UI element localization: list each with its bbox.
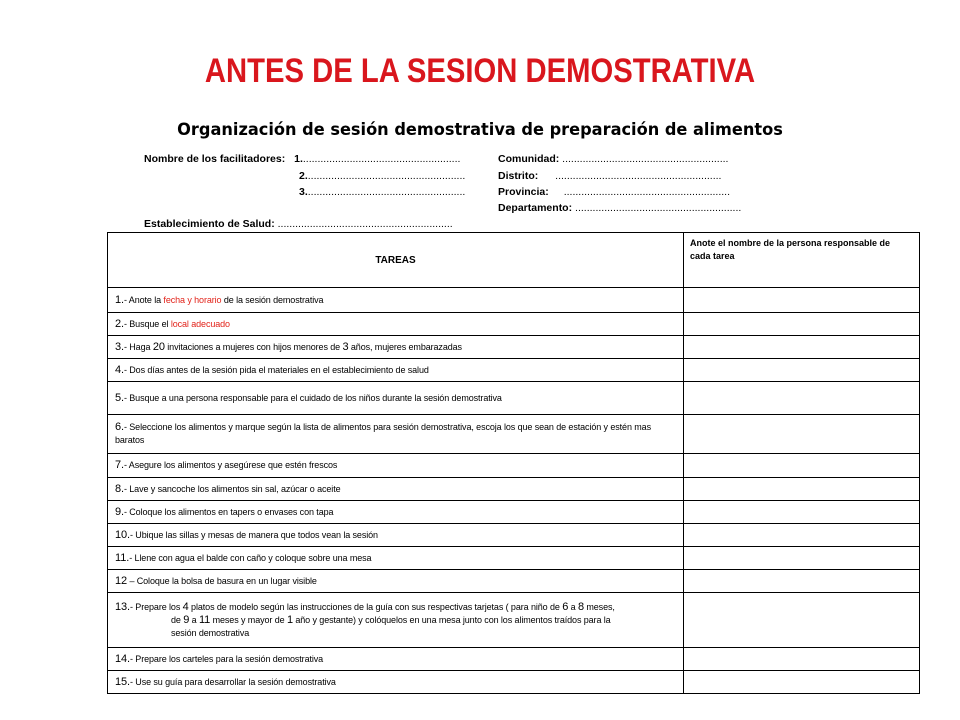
establecimiento-line (144, 218, 453, 230)
task-cell: 15.- Use su guía para desarrollar la sesión demostrativa (108, 671, 684, 694)
table-row (108, 648, 920, 671)
table-row (108, 336, 920, 359)
task-cell: 7.- Asegure los alimentos y asegúrese que estén frescos (108, 454, 684, 478)
establecimiento-field[interactable]: ............................................................ (277, 218, 453, 230)
comunidad-label: Comunidad: (498, 153, 560, 165)
task-cell: 2.- Busque el local adecuado (108, 313, 684, 336)
table-row (108, 593, 920, 648)
facilitador-2-field[interactable]: ...................................................... (307, 170, 466, 182)
provincia-line (498, 186, 730, 198)
table-row (108, 671, 920, 694)
table-row (108, 478, 920, 501)
table-row (108, 454, 920, 478)
comunidad-field[interactable]: ......................................................... (562, 153, 729, 165)
facilitadores-line-3 (299, 186, 465, 198)
provincia-label: Provincia: (498, 186, 549, 198)
page-title: ANTES DE LA SESION DEMOSTRATIVA (204, 52, 756, 90)
task-cell: 9.- Coloque los alimentos en tapers o envases con tapa (108, 501, 684, 524)
table-row (108, 288, 920, 313)
facilitador-1-field[interactable]: ...................................................... (302, 153, 461, 165)
task-cell: 13.- Prepare los 4 platos de modelo según las instrucciones de la guía con sus respectivas tarjetas ( para niño de 6 a 8 meses, de 9 a 11 meses y mayor de 1 año y gestante) y colóquelos en una mesa junto con los alimentos traídos para la sesión demostrativa (108, 593, 684, 648)
task-cell: 3.- Haga 20 invitaciones a mujeres con hijos menores de 3 años, mujeres embarazadas (108, 336, 684, 359)
header-tareas: TAREAS (108, 233, 684, 288)
facilitador-3-field[interactable]: ...................................................... (307, 186, 466, 198)
page-subtitle: Organización de sesión demostrativa de preparación de alimentos (177, 120, 783, 139)
task-cell: 8.- Lave y sancoche los alimentos sin sal, azúcar o aceite (108, 478, 684, 501)
responsable-cell[interactable] (684, 501, 920, 524)
distrito-label: Distrito: (498, 170, 539, 182)
facilitador-1-num: 1. (294, 153, 303, 165)
table-row (108, 501, 920, 524)
task-cell: 1.- Anote la fecha y horario de la sesión demostrativa (108, 288, 684, 313)
tasks-table (107, 232, 920, 694)
responsable-cell[interactable] (684, 288, 920, 313)
distrito-line (498, 170, 721, 182)
responsable-cell[interactable] (684, 524, 920, 547)
table-row (108, 313, 920, 336)
task-cell: 12 – Coloque la bolsa de basura en un lugar visible (108, 570, 684, 593)
task-cell: 6.- Seleccione los alimentos y marque según la lista de alimentos para sesión demostrativa, escoja los que sean de estación y estén mas baratos (108, 415, 684, 454)
provincia-field[interactable]: ......................................................... (563, 186, 730, 198)
responsable-cell[interactable] (684, 359, 920, 382)
facilitadores-label: Nombre de los facilitadores: (144, 153, 286, 165)
departamento-line (498, 202, 741, 214)
table-row (108, 415, 920, 454)
responsable-cell[interactable] (684, 648, 920, 671)
facilitador-3-num: 3. (299, 186, 308, 198)
table-row (108, 547, 920, 570)
responsable-cell[interactable] (684, 547, 920, 570)
table-row (108, 359, 920, 382)
departamento-label: Departamento: (498, 202, 573, 214)
facilitadores-line-2 (299, 170, 465, 182)
task-cell: 4.- Dos días antes de la sesión pida el materiales en el establecimiento de salud (108, 359, 684, 382)
responsable-cell[interactable] (684, 478, 920, 501)
task-cell: 14.- Prepare los carteles para la sesión demostrativa (108, 648, 684, 671)
facilitadores-line-1 (144, 153, 460, 165)
comunidad-line (498, 153, 728, 165)
table-header-row (108, 233, 920, 288)
facilitador-2-num: 2. (299, 170, 308, 182)
responsable-cell[interactable] (684, 671, 920, 694)
responsable-cell[interactable] (684, 336, 920, 359)
table-row (108, 570, 920, 593)
responsable-cell[interactable] (684, 313, 920, 336)
responsable-cell[interactable] (684, 570, 920, 593)
task-cell: 11.- Llene con agua el balde con caño y coloque sobre una mesa (108, 547, 684, 570)
establecimiento-label: Establecimiento de Salud: (144, 218, 275, 230)
responsable-cell[interactable] (684, 593, 920, 648)
table-row (108, 382, 920, 415)
responsable-cell[interactable] (684, 382, 920, 415)
header-responsable: Anote el nombre de la persona responsable de cada tarea (684, 233, 920, 288)
task-cell: 10.- Ubique las sillas y mesas de manera que todos vean la sesión (108, 524, 684, 547)
responsable-cell[interactable] (684, 454, 920, 478)
responsable-cell[interactable] (684, 415, 920, 454)
table-row (108, 524, 920, 547)
task-cell: 5.- Busque a una persona responsable para el cuidado de los niños durante la sesión demostrativa (108, 382, 684, 415)
distrito-field[interactable]: ......................................................... (555, 170, 722, 182)
departamento-field[interactable]: ......................................................... (575, 202, 742, 214)
